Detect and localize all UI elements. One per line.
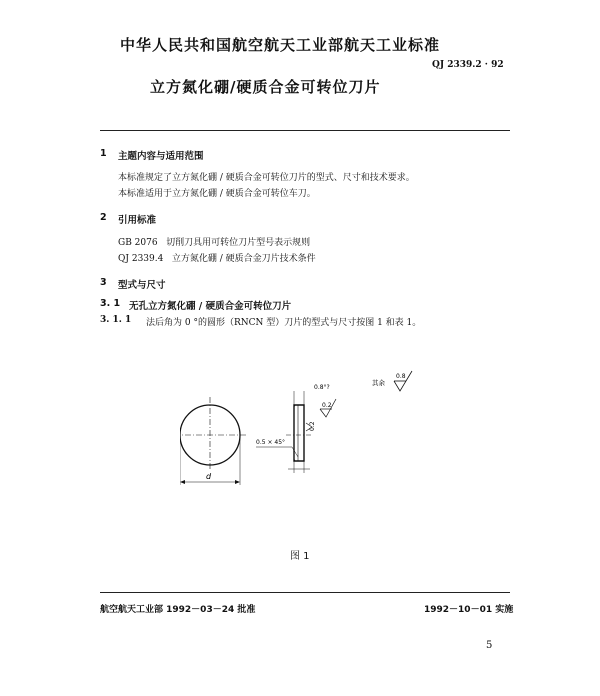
local-roughness-value: 0.2: [322, 402, 332, 409]
section-3-1-1-number: 3. 1. 1: [100, 315, 132, 325]
standard-code: QJ 2339.2 · 92: [432, 60, 504, 70]
arrow-left: [180, 480, 185, 484]
section-2-title: 引用标准: [118, 215, 157, 226]
approval-date: 航空航天工业部 1992－03－24 批准: [100, 605, 256, 615]
section-1-number: 1: [100, 148, 107, 159]
page-number: 5: [486, 640, 493, 651]
section-1-para-2: 本标准适用于立方氮化硼 / 硬质合金可转位车刀。: [118, 189, 316, 199]
section-2-number: 2: [100, 212, 107, 223]
section-3-number: 3: [100, 277, 107, 288]
chamfer-label: 0.5 × 45°: [256, 439, 286, 446]
section-2-ref-1: GB 2076 切削刀具用可转位刀片型号表示规则: [118, 238, 311, 248]
section-3-1-title: 无孔立方氮化硼 / 硬质合金可转位刀片: [129, 301, 292, 312]
document-title: 立方氮化硼/硬质合金可转位刀片: [150, 78, 381, 96]
figure-1-drawing: [180, 365, 440, 485]
section-1-para-1: 本标准规定了立方氮化硼 / 硬质合金可转位刀片的型式、尺寸和技术要求。: [118, 173, 415, 183]
footer-divider: [100, 592, 510, 593]
angle-label: 0.8°?: [314, 384, 330, 391]
effective-date: 1992－10－01 实施: [424, 605, 514, 615]
roughness-other-value: 0.8: [396, 373, 406, 380]
section-3-1-number: 3. 1: [100, 298, 121, 309]
arrow-right: [235, 480, 240, 484]
section-1-title: 主题内容与适用范围: [118, 151, 204, 162]
figure-caption: 图 1: [290, 551, 310, 562]
section-3-title: 型式与尺寸: [118, 280, 166, 291]
roughness-other-label: 其余: [372, 379, 385, 387]
header-divider: [100, 130, 510, 131]
section-2-ref-2: QJ 2339.4 立方氮化硼 / 硬质合金刀片技术条件: [118, 254, 316, 264]
header-org-standard: 中华人民共和国航空航天工业部航天工业标准: [120, 36, 441, 54]
side-dim-label: 0.2: [309, 421, 316, 431]
dim-d-label: d: [206, 472, 212, 481]
section-3-1-1-text: 法后角为 0 °的圆形（RNCN 型）刀片的型式与尺寸按图 1 和表 1。: [146, 318, 422, 328]
